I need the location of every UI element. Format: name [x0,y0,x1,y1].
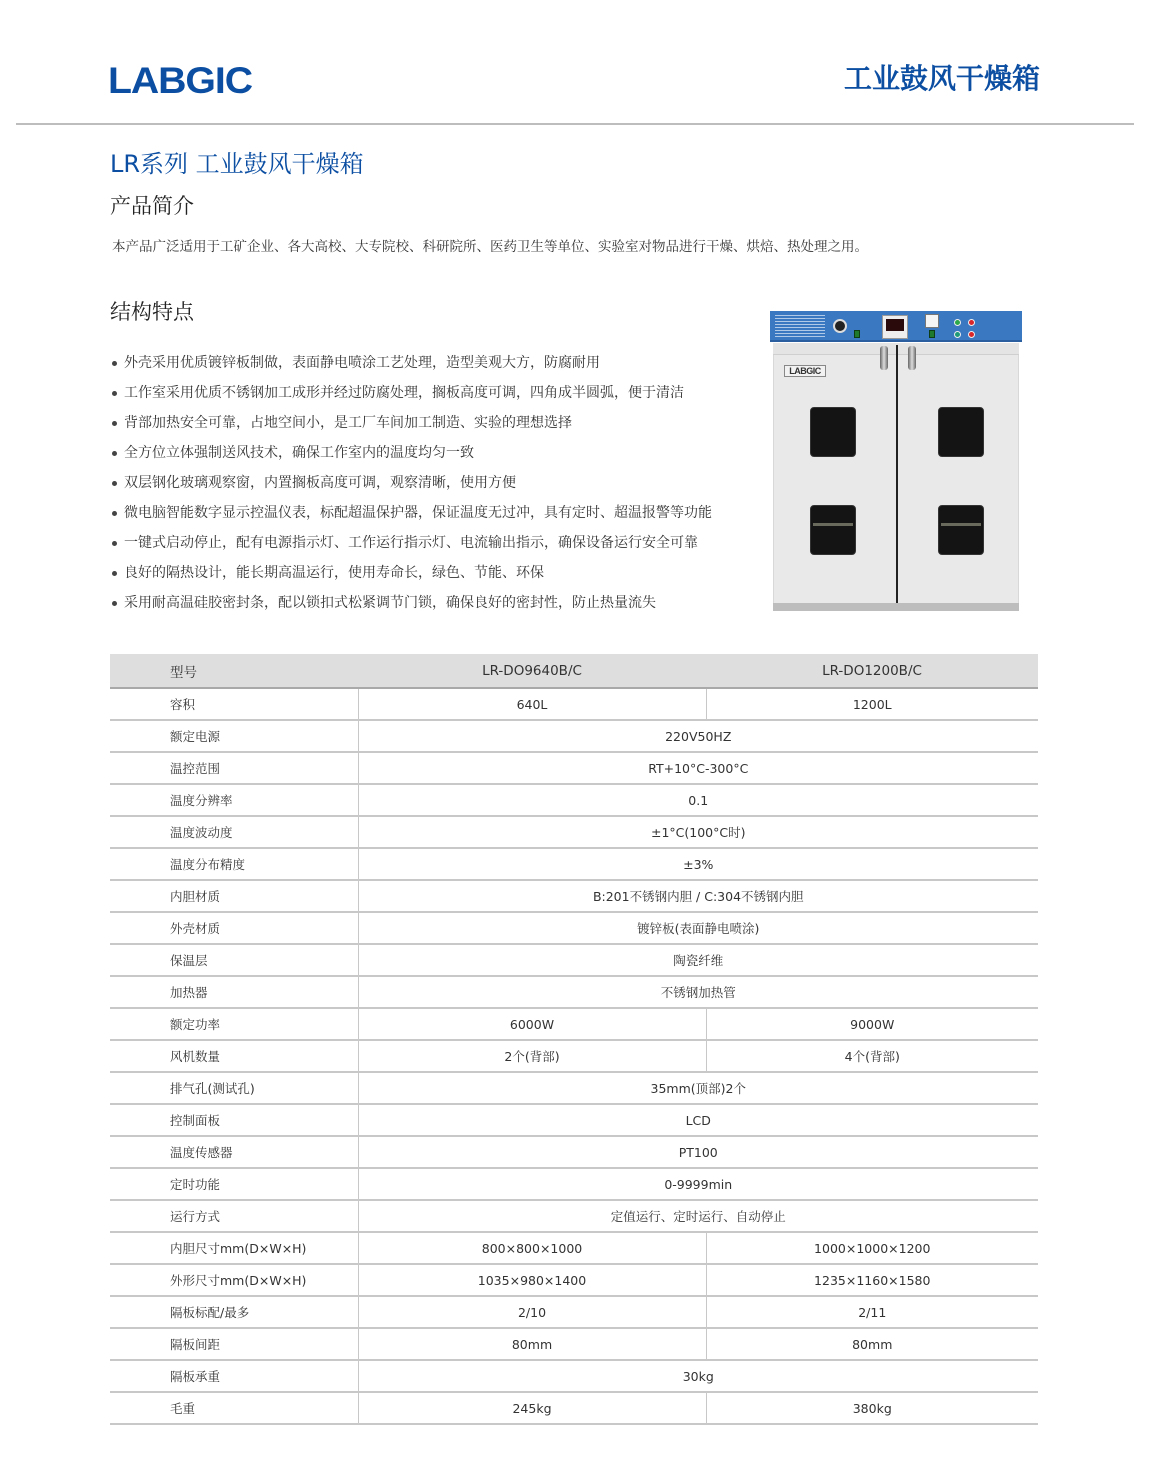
spec-row [110,880,1038,912]
bullet-icon [112,421,117,426]
spec-value-model-1: 640L [358,688,706,720]
temperature-display-icon [882,315,908,339]
spec-row [110,1104,1038,1136]
bullet-icon [112,361,117,366]
feature-list [112,348,712,618]
spec-label: 温度传感器 [110,1136,358,1168]
spec-header-model: LR-DO9640B/C [358,654,706,688]
feature-text: 工作室采用优质不锈钢加工成形并经过防腐处理，搁板高度可调，四角成半圆弧，便于清洁 [124,385,684,401]
spec-row [110,1040,1038,1072]
control-panel [770,311,1022,342]
feature-item [112,468,712,498]
bullet-icon [112,571,117,576]
spec-row [110,1328,1038,1360]
feature-text: 双层钢化玻璃观察窗，内置搁板高度可调，观察清晰，使用方便 [124,475,516,491]
spec-label: 保温层 [110,944,358,976]
spec-row [110,816,1038,848]
feature-item [112,438,712,468]
indicator-lamp-icon [968,319,975,326]
spec-value-model-1: 1035×980×1400 [358,1264,706,1296]
spec-label: 隔板标配/最多 [110,1296,358,1328]
spec-value: B:201不锈钢内胆 / C:304不锈钢内胆 [358,880,1038,912]
ammeter-icon [925,314,939,328]
spec-row [110,1008,1038,1040]
spec-row [110,688,1038,720]
bullet-icon [112,391,117,396]
spec-value: 陶瓷纤维 [358,944,1038,976]
observation-window [810,407,856,457]
feature-text: 微电脑智能数字显示控温仪表，标配超温保护器，保证温度无过冲，具有定时、超温报警等功能 [124,505,712,521]
spec-label: 额定功率 [110,1008,358,1040]
spec-value-model-2: 1235×1160×1580 [706,1264,1038,1296]
product-title: LR系列 工业鼓风干燥箱 [110,150,364,178]
spec-value-model-2: 1000×1000×1200 [706,1232,1038,1264]
product-image [770,311,1022,611]
spec-header-label: 型号 [110,654,358,688]
spec-label: 排气孔(测试孔) [110,1072,358,1104]
spec-value: ±3% [358,848,1038,880]
bullet-icon [112,451,117,456]
spec-row [110,976,1038,1008]
spec-value-model-1: 2个(背部) [358,1040,706,1072]
spec-value-model-2: 1200L [706,688,1038,720]
cabinet-body [773,355,1019,603]
spec-row [110,784,1038,816]
spec-label: 温控范围 [110,752,358,784]
spec-label: 内胆材质 [110,880,358,912]
spec-label: 加热器 [110,976,358,1008]
bullet-icon [112,481,117,486]
feature-text: 外壳采用优质镀锌板制做，表面静电喷涂工艺处理，造型美观大方，防腐耐用 [124,355,600,371]
spec-row [110,1360,1038,1392]
feature-text: 一键式启动停止，配有电源指示灯、工作运行指示灯、电流输出指示，确保设备运行安全可靠 [124,535,698,551]
cabinet-base [773,603,1019,611]
spec-label: 运行方式 [110,1200,358,1232]
spec-label: 毛重 [110,1392,358,1424]
spec-label: 温度波动度 [110,816,358,848]
spec-value: LCD [358,1104,1038,1136]
spec-label: 容积 [110,688,358,720]
spec-value-model-2: 9000W [706,1008,1038,1040]
spec-value-model-1: 2/10 [358,1296,706,1328]
observation-window [810,505,856,555]
switch-icon [929,330,935,338]
indicator-lamp-icon [968,331,975,338]
intro-heading: 产品简介 [110,194,194,218]
header-divider [16,123,1134,125]
spec-row [110,1264,1038,1296]
header-title: 工业鼓风干燥箱 [843,62,1040,95]
spec-value-model-2: 380kg [706,1392,1038,1424]
observation-window [938,407,984,457]
spec-label: 定时功能 [110,1168,358,1200]
feature-text: 全方位立体强制送风技术，确保工作室内的温度均匀一致 [124,445,474,461]
spec-table [110,654,1038,1425]
spec-label: 额定电源 [110,720,358,752]
spec-value-model-1: 245kg [358,1392,706,1424]
spec-row [110,1168,1038,1200]
spec-value-model-1: 800×800×1000 [358,1232,706,1264]
spec-value: 定值运行、定时运行、自动停止 [358,1200,1038,1232]
spec-value-model-2: 80mm [706,1328,1038,1360]
spec-row [110,944,1038,976]
features-heading: 结构特点 [110,300,194,324]
spec-row [110,912,1038,944]
door-seam [896,345,898,603]
spec-row [110,752,1038,784]
spec-value: 镀锌板(表面静电喷涂) [358,912,1038,944]
bullet-icon [112,601,117,606]
indicator-lamp-icon [954,331,961,338]
spec-value: 0-9999min [358,1168,1038,1200]
panel-label-plate [775,315,825,337]
spec-value: 不锈钢加热管 [358,976,1038,1008]
switch-icon [854,330,860,338]
spec-row [110,1232,1038,1264]
spec-label: 内胆尺寸mm(D×W×H) [110,1232,358,1264]
feature-text: 背部加热安全可靠，占地空间小，是工厂车间加工制造、实验的理想选择 [124,415,572,431]
feature-item [112,348,712,378]
spec-value: RT+10°C-300°C [358,752,1038,784]
spec-label: 风机数量 [110,1040,358,1072]
spec-value: ±1°C(100°C时) [358,816,1038,848]
spec-value-model-1: 80mm [358,1328,706,1360]
spec-label: 外形尺寸mm(D×W×H) [110,1264,358,1296]
spec-row [110,1136,1038,1168]
spec-row [110,1072,1038,1104]
spec-row [110,1296,1038,1328]
brand-logo: LABGIC [108,60,252,101]
feature-item [112,378,712,408]
door-handle-icon [880,346,888,370]
spec-value: 35mm(顶部)2个 [358,1072,1038,1104]
feature-item [112,558,712,588]
spec-value: 0.1 [358,784,1038,816]
indicator-lamp-icon [954,319,961,326]
spec-label: 温度分布精度 [110,848,358,880]
spec-value-model-2: 4个(背部) [706,1040,1038,1072]
spec-row [110,848,1038,880]
spec-value: PT100 [358,1136,1038,1168]
spec-row [110,1392,1038,1424]
feature-item [112,408,712,438]
spec-value: 220V50HZ [358,720,1038,752]
spec-header-model: LR-DO1200B/C [706,654,1038,688]
feature-item [112,528,712,558]
feature-text: 良好的隔热设计，能长期高温运行，使用寿命长，绿色、节能、环保 [124,565,544,581]
spec-row [110,1200,1038,1232]
spec-label: 控制面板 [110,1104,358,1136]
spec-label: 隔板承重 [110,1360,358,1392]
bullet-icon [112,511,117,516]
observation-window [938,505,984,555]
spec-header-row [110,654,1038,688]
feature-text: 采用耐高温硅胶密封条，配以锁扣式松紧调节门锁，确保良好的密封性，防止热量流失 [124,595,656,611]
cabinet-logo-badge: LABGIC [784,365,826,377]
spec-row [110,720,1038,752]
spec-value: 30kg [358,1360,1038,1392]
power-knob-icon [833,319,847,333]
spec-value-model-1: 6000W [358,1008,706,1040]
feature-item [112,588,712,618]
spec-label: 温度分辨率 [110,784,358,816]
spec-label: 隔板间距 [110,1328,358,1360]
spec-value-model-2: 2/11 [706,1296,1038,1328]
feature-item [112,498,712,528]
intro-text: 本产品广泛适用于工矿企业、各大高校、大专院校、科研院所、医药卫生等单位、实验室对物品进行干燥、烘焙、热处理之用。 [112,239,868,255]
door-handle-icon [908,346,916,370]
bullet-icon [112,541,117,546]
spec-label: 外壳材质 [110,912,358,944]
